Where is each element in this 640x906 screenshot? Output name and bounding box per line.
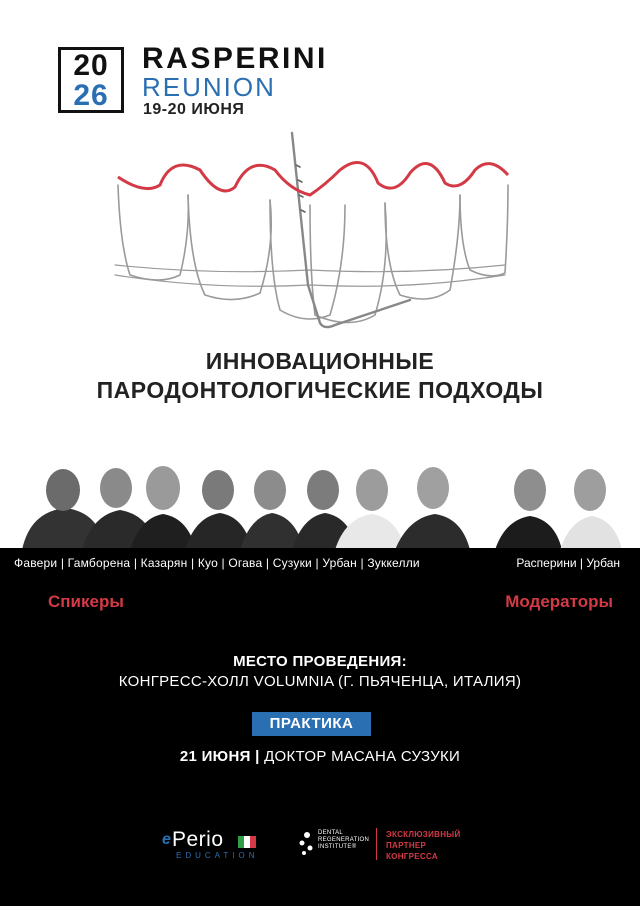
italy-flag-icon	[238, 836, 256, 848]
dri-line-3: INSTITUTE®	[318, 844, 357, 850]
year-logo	[58, 47, 124, 113]
speaker-photos	[0, 460, 640, 550]
eperio-prefix: e	[162, 831, 171, 848]
dri-line-1: DENTAL	[318, 830, 344, 836]
year-top: 20	[73, 49, 109, 82]
moderators-label: Модераторы	[505, 592, 613, 611]
dri-logo	[298, 828, 378, 862]
brand-dates: 19-20 ИЮНЯ	[143, 101, 245, 118]
partner-line-3: КОНГРЕССА	[386, 852, 438, 861]
speaker-names: Фавери | Гамборена | Казарян | Куо | Огава | Сузуки | Урбан | Зуккелли	[14, 556, 420, 570]
teeth-illustration	[110, 125, 510, 335]
partner-line-1: ЭКСКЛЮЗИВНЫЙ	[386, 830, 461, 839]
partner-text	[386, 829, 461, 862]
practice-doctor: ДОКТОР МАСАНА СУЗУКИ	[264, 748, 461, 765]
dri-logo-icon	[298, 830, 316, 856]
speakers-label: Спикеры	[48, 592, 124, 611]
headline-line-1: ИННОВАЦИОННЫЕ	[205, 348, 435, 374]
dri-text	[318, 830, 369, 851]
dri-line-2: REGENERATION	[318, 837, 370, 843]
eperio-logo	[158, 828, 263, 862]
eperio-education: EDUCATION	[176, 851, 259, 860]
footer-divider	[376, 828, 377, 860]
headline-line-2: ПАРОДОНТОЛОГИЧЕСКИЕ ПОДХОДЫ	[96, 377, 544, 403]
practice-date: 21 ИЮНЯ |	[179, 748, 260, 765]
practice-date-line	[0, 748, 640, 765]
venue-text: КОНГРЕСС-ХОЛЛ VOLUMNIA (Г. ПЬЯЧЕНЦА, ИТАЛИЯ)	[118, 673, 522, 690]
eperio-word: Perio	[172, 828, 224, 851]
practice-badge: ПРАКТИКА	[252, 712, 371, 736]
venue-heading: МЕСТО ПРОВЕДЕНИЯ:	[233, 653, 407, 670]
year-bottom: 26	[73, 79, 109, 112]
moderator-names: Расперини | Урбан	[516, 556, 620, 570]
brand-subtitle: REUNION	[142, 72, 276, 102]
partner-line-2: ПАРТНЕР	[386, 841, 427, 850]
speaker-photo-group	[22, 466, 622, 550]
brand-title: RASPERINI	[142, 42, 328, 75]
